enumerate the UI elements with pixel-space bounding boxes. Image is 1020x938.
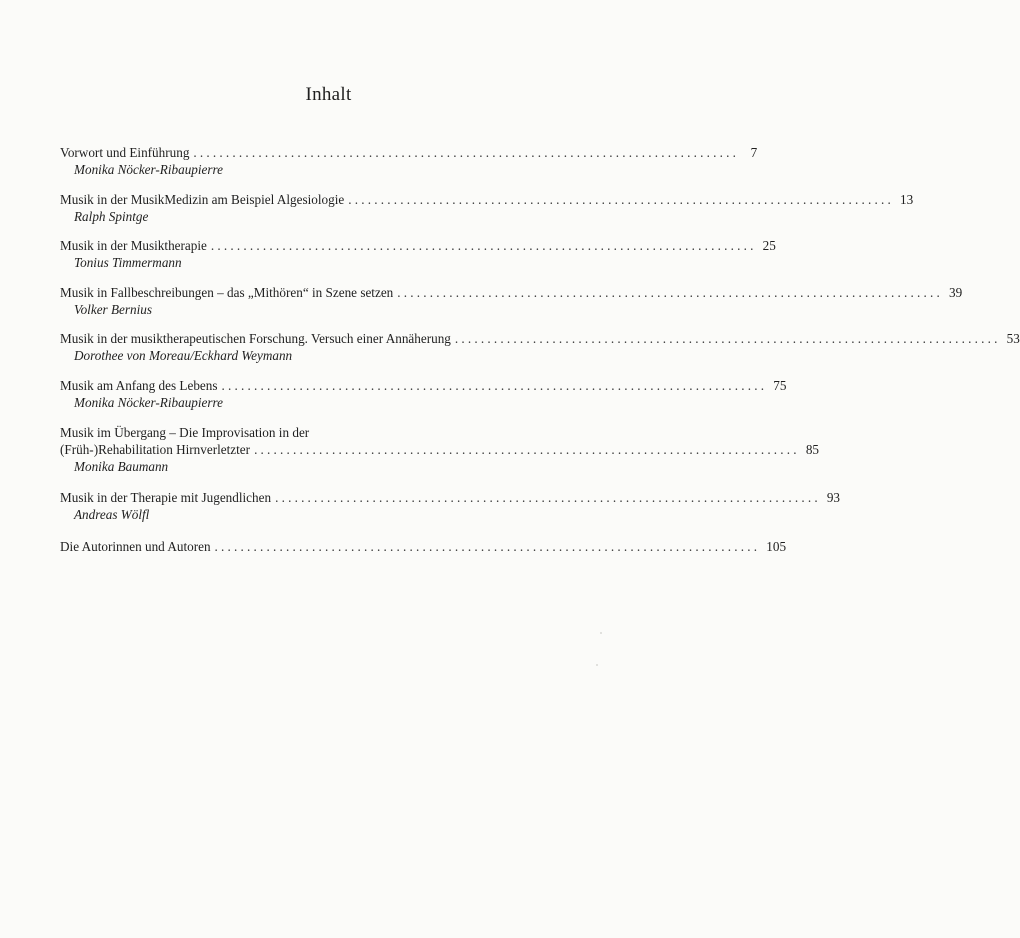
- dot-leader: ....................................................................................: [193, 145, 740, 160]
- toc-entry-page: 75: [773, 378, 787, 393]
- dot-leader: ....................................................................................: [210, 238, 757, 253]
- toc-entry-title: Vorwort und Einführung: [60, 145, 190, 160]
- toc-entry-author: Dorothee von Moreau/Eckhard Weymann: [74, 348, 293, 363]
- dot-leader: ....................................................................................: [214, 539, 761, 554]
- dot-leader: ....................................................................................: [221, 378, 768, 393]
- toc-entry-line: [60, 144, 758, 161]
- toc-entry-author: Monika Nöcker-Ribaupierre: [74, 162, 224, 177]
- toc-entry: [60, 489, 841, 523]
- toc-entry-page: 93: [826, 490, 841, 505]
- toc-entry-title: Musik in der MusikMedizin am Beispiel Algesiologie: [60, 192, 345, 207]
- toc-entry-title-continued: (Früh-)Rehabilitation Hirnverletzter: [60, 442, 251, 457]
- toc-entry-title: Musik im Übergang – Die Improvisation in der: [60, 425, 310, 440]
- toc-entry-line: [60, 284, 963, 301]
- toc-entry-line: [60, 538, 787, 555]
- toc-entry-author: Volker Bernius: [74, 302, 153, 317]
- toc-entry-line: [60, 330, 1020, 347]
- toc-entry-line: [60, 441, 819, 458]
- toc-entry: [60, 330, 1020, 364]
- toc-entry: [60, 538, 787, 555]
- toc-entry: [60, 377, 787, 411]
- toc-entry: [60, 284, 963, 318]
- dot-leader: ....................................................................................: [275, 490, 821, 505]
- toc-entry: [60, 144, 758, 178]
- dot-leader: ....................................................................................: [348, 192, 894, 207]
- toc-entry-line: [60, 424, 570, 441]
- toc-entry-title: Musik in Fallbeschreibungen – das „Mithören“ in Szene setzen: [60, 285, 394, 300]
- toc-entry-author: Monika Baumann: [74, 459, 169, 474]
- toc-entry-line: [60, 489, 841, 506]
- toc-entry-author: Monika Nöcker-Ribaupierre: [74, 395, 224, 410]
- toc-entry-page: 53: [1006, 331, 1020, 346]
- toc-entry-page: 85: [805, 442, 819, 457]
- toc-entry-page: 39: [949, 285, 963, 300]
- toc-entry-title: Musik in der Therapie mit Jugendlichen: [60, 490, 272, 505]
- toc-entry-line: [60, 237, 776, 254]
- toc-entry: [60, 424, 819, 475]
- toc-entry-title: Musik in der Musiktherapie: [60, 238, 207, 253]
- toc-entry-title: Musik am Anfang des Lebens: [60, 378, 218, 393]
- paper-speck: [600, 632, 602, 634]
- toc-entry-author: Ralph Spintge: [74, 209, 149, 224]
- page-title: Inhalt: [305, 84, 352, 105]
- dot-leader: ....................................................................................: [454, 331, 1001, 346]
- dot-leader: ....................................................................................: [397, 285, 944, 300]
- dot-leader: ....................................................................................: [254, 442, 800, 457]
- toc-entry-page: 13: [900, 192, 914, 207]
- paper-speck: [596, 664, 598, 666]
- toc-entry: [60, 191, 914, 225]
- toc-entry-page: 105: [766, 539, 787, 554]
- toc-entry-title: Die Autorinnen und Autoren: [60, 539, 211, 554]
- toc-entry-author: Andreas Wölfl: [74, 507, 150, 522]
- toc-entry-line: [60, 191, 914, 208]
- toc-entry-line: [60, 377, 787, 394]
- toc-entry-author: Tonius Timmermann: [74, 255, 182, 270]
- toc-entry-page: 7: [750, 145, 758, 160]
- toc-entry-title: Musik in der musiktherapeutischen Forschung. Versuch einer Annäherung: [60, 331, 451, 346]
- toc-entry: [60, 237, 776, 271]
- toc-entry-page: 25: [762, 238, 776, 253]
